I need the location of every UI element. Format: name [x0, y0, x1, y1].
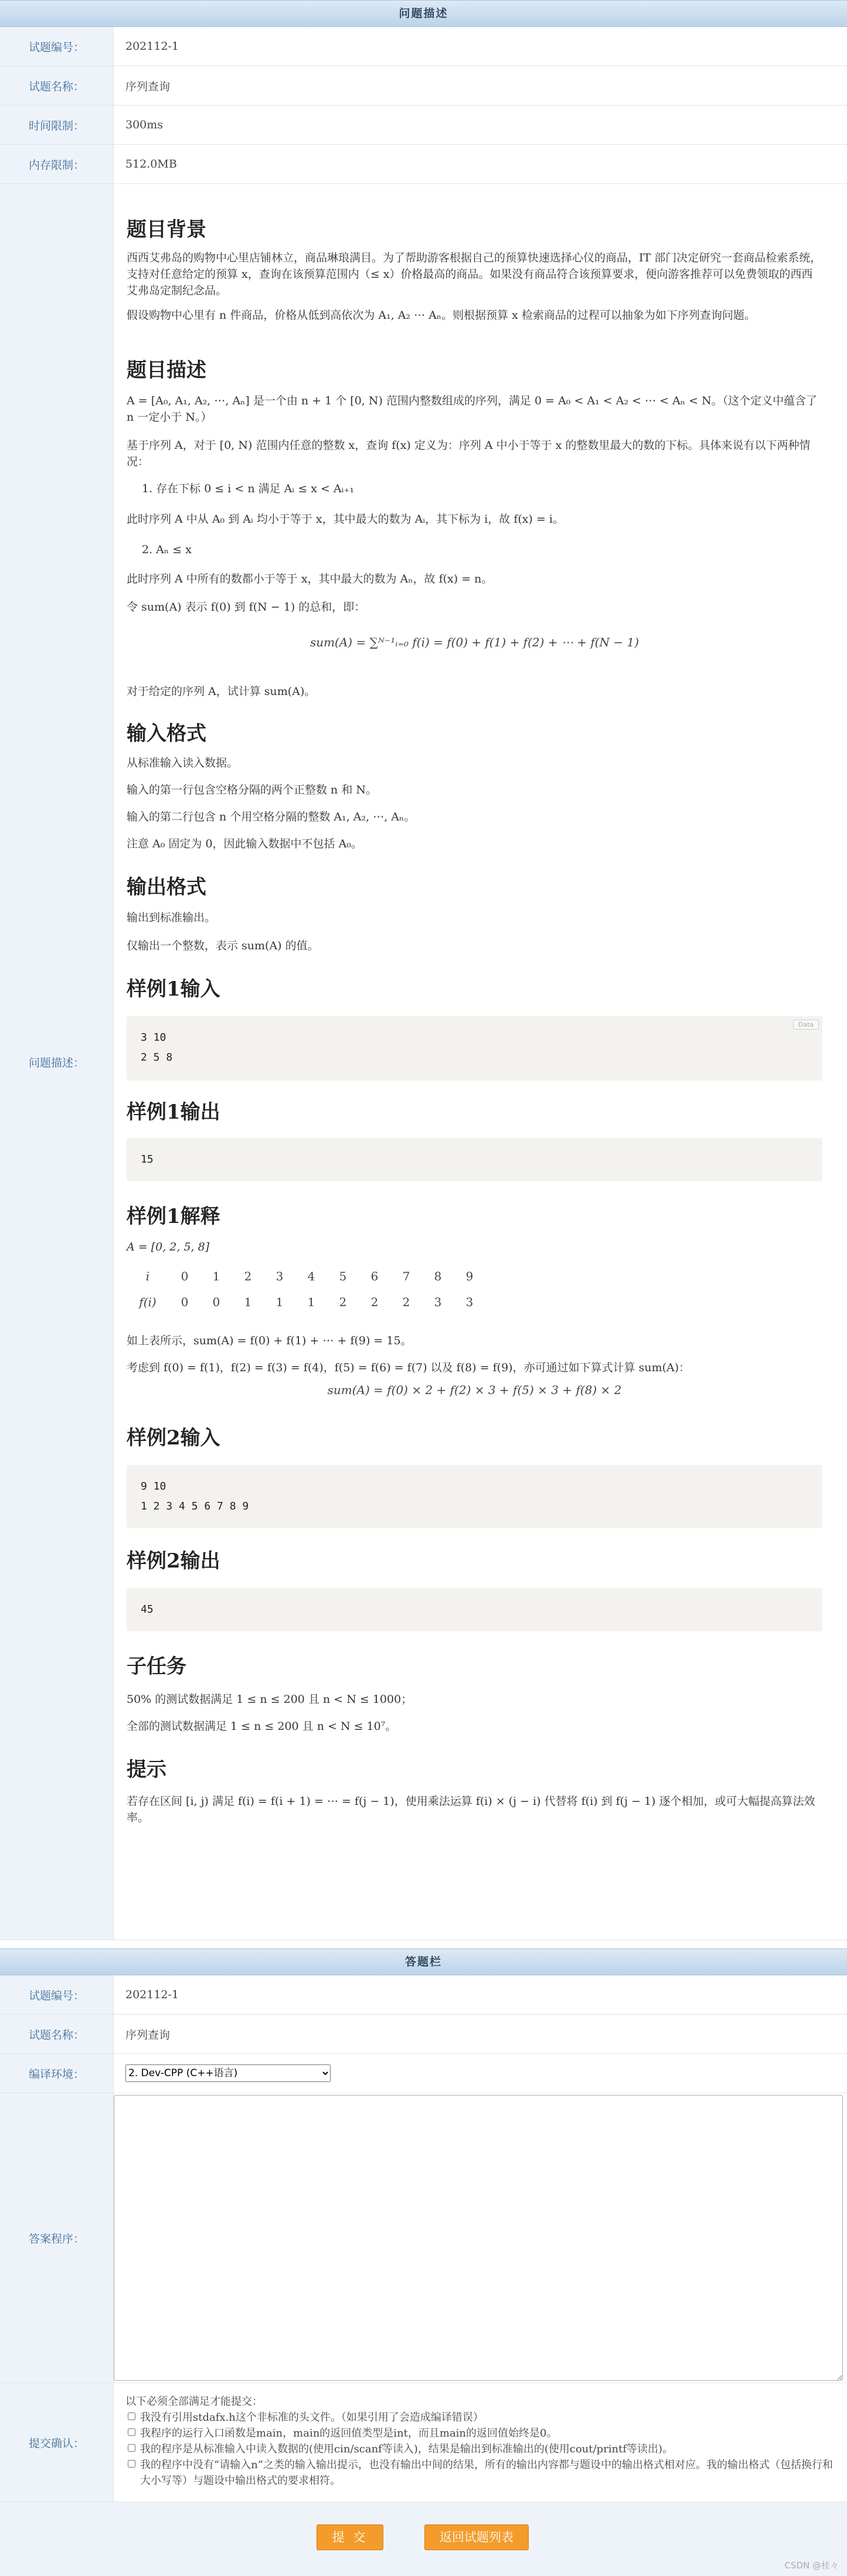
sample1-output-box: [127, 1138, 822, 1181]
table-cell: 3: [275, 1269, 284, 1283]
table-cell: 7: [402, 1269, 410, 1283]
spacer: [0, 1940, 847, 1948]
back-to-list-button[interactable]: 返回试题列表: [424, 2524, 529, 2550]
problem-description-label: 问题描述：: [0, 184, 114, 1940]
table-cell: 2: [339, 1295, 347, 1309]
code-row: [0, 2093, 847, 2383]
table-cell: 1: [244, 1295, 252, 1309]
sample2-output-box: [127, 1588, 822, 1631]
confirm-value: [114, 2383, 847, 2502]
confirm-label: 提交确认：: [0, 2383, 114, 2502]
sample1-input-line: 2 5 8: [141, 1051, 173, 1064]
output-line-2: 仅输出一个整数，表示 sum(A) 的值。: [127, 939, 319, 952]
table-cell: 2: [402, 1295, 410, 1309]
confirm-text-3: 我的程序是从标准输入中读入数据的(使用cin/scanf等读入)，结果是输出到标准输出的(使用cout/printf等读出)。: [140, 2443, 673, 2455]
memory-limit-row: [0, 145, 847, 184]
desc-case-1: 1. 存在下标 0 ≤ i < n 满足 Aᵢ ≤ x < Aᵢ₊₁: [142, 482, 355, 495]
problem-description-body: [114, 184, 847, 1940]
desc-paragraph-2: 基于序列 A，对于 [0, N) 范围内任意的整数 x，查询 f(x) 定义为：序列 A 中小于等于 x 的整数里最大的数的下标。具体来说有以下两种情况：: [127, 439, 811, 468]
answer-id-label: 试题编号：: [0, 1975, 114, 2014]
code-value: [114, 2093, 847, 2383]
confirm-text-1: 我没有引用stdafx.h这个非标准的头文件。（如果引用了会造成编译错误）: [140, 2411, 484, 2424]
heading-hint: 提示: [127, 1758, 166, 1781]
confirm-item: [125, 2425, 835, 2441]
table-cell: 9: [465, 1269, 474, 1283]
problem-name-label: 试题名称：: [0, 66, 114, 105]
time-limit-value: 300ms: [125, 118, 164, 131]
confirm-checkbox-1[interactable]: [128, 2413, 135, 2420]
confirm-text-4: 我的程序中没有“请输入n”之类的输入输出提示，也没有输出中间的结果，所有的输出内容都与题设中的输出格式相对应。我的输出格式（包括换行和大小写等）与题设中输出格式的要求相符。: [140, 2459, 833, 2487]
table-cell: 1: [212, 1269, 220, 1283]
problem-name-row: [0, 66, 847, 105]
sample1-input-line: 3 10: [141, 1031, 166, 1044]
explanation-line-3: 考虑到 f(0) = f(1)，f(2) = f(3) = f(4)，f(5) = f(6) = f(7) 以及 f(8) = f(9)，亦可通过如下算式计算 sum(A)：: [127, 1361, 690, 1374]
sample2-input-line: 9 10: [141, 1480, 166, 1493]
table-cell: 3: [465, 1295, 474, 1309]
table-cell: 2: [370, 1295, 379, 1309]
code-label: 答案程序：: [0, 2093, 114, 2383]
problem-section-header: 问题描述: [0, 0, 847, 27]
table-cell: 0: [212, 1295, 220, 1309]
confirm-row: [0, 2383, 847, 2502]
heading-sample1-input: 样例1输入: [127, 977, 220, 1001]
explanation-line-2: 如上表所示，sum(A) = f(0) + f(1) + ⋯ + f(9) = 15。: [127, 1334, 412, 1347]
problem-name-value: 序列查询: [125, 80, 171, 93]
subtask-line-1: 50% 的测试数据满足 1 ≤ n ≤ 200 且 n < N ≤ 1000；: [127, 1693, 413, 1706]
heading-sample2-input: 样例2输入: [127, 1426, 220, 1450]
table-cell: 0: [181, 1295, 189, 1309]
compiler-value: [114, 2054, 847, 2093]
table-cell: 5: [339, 1269, 347, 1283]
table-cell: i: [145, 1269, 150, 1283]
problem-content: [127, 184, 834, 1940]
sample2-input-line: 1 2 3 4 5 6 7 8 9: [141, 1500, 249, 1512]
compiler-label: 编译环境：: [0, 2054, 114, 2093]
heading-subtasks: 子任务: [127, 1655, 186, 1678]
compiler-row: [0, 2054, 847, 2093]
input-line-1: 从标准输入读入数据。: [127, 757, 239, 769]
table-cell: 1: [307, 1295, 315, 1309]
desc-paragraph-3: 此时序列 A 中从 A₀ 到 Aᵢ 均小于等于 x，其中最大的数为 Aᵢ，其下标为 i，故 f(x) = i。: [127, 513, 564, 526]
confirm-item: [125, 2457, 835, 2489]
table-cell: 0: [181, 1269, 189, 1283]
code-textarea[interactable]: [114, 2095, 843, 2381]
heading-description: 题目描述: [127, 359, 206, 382]
time-limit-label: 时间限制：: [0, 105, 114, 144]
heading-output-format: 输出格式: [127, 875, 206, 899]
copy-button[interactable]: Data: [793, 1020, 819, 1030]
table-cell: 8: [434, 1269, 442, 1283]
desc-paragraph-4: 此时序列 A 中所有的数都小于等于 x，其中最大的数为 Aₙ，故 f(x) = n。: [127, 573, 493, 585]
subtask-line-2: 全部的测试数据满足 1 ≤ n ≤ 200 且 n < N ≤ 10⁷。: [127, 1720, 397, 1733]
table-cell: 3: [434, 1295, 442, 1309]
sum-formula: sum(A) = ∑ᴺ⁻¹ᵢ₌₀ f(i) = f(0) + f(1) + f(2) + ⋯ + f(N − 1): [309, 635, 639, 649]
heading-sample1-output: 样例1输出: [127, 1100, 220, 1124]
confirm-checkbox-3[interactable]: [128, 2444, 135, 2452]
memory-limit-label: 内存限制：: [0, 145, 114, 183]
problem-description-row: [0, 184, 847, 1940]
explanation-sequence: A = [0, 2, 5, 8]: [127, 1241, 210, 1253]
input-line-4: 注意 A₀ 固定为 0，因此输入数据中不包括 A₀。: [127, 837, 362, 850]
heading-sample2-output: 样例2输出: [127, 1549, 220, 1573]
sample1-input-box: [127, 1016, 822, 1081]
heading-background: 题目背景: [127, 218, 206, 241]
submit-button[interactable]: 提 交: [317, 2524, 383, 2550]
answer-name-row: [0, 2015, 847, 2054]
desc-case-2: 2. Aₙ ≤ x: [142, 543, 192, 556]
watermark: CSDN @桂々: [784, 2560, 839, 2571]
table-cell: 6: [370, 1269, 379, 1283]
table-cell: 1: [275, 1295, 284, 1309]
table-cell: 2: [244, 1269, 252, 1283]
problem-id-label: 试题编号：: [0, 27, 114, 66]
explanation-formula: sum(A) = f(0) × 2 + f(2) × 3 + f(5) × 3 + f(8) × 2: [327, 1383, 622, 1397]
sample2-input-box: [127, 1465, 822, 1528]
table-row-f: [127, 1289, 485, 1315]
table-cell: f(i): [139, 1295, 157, 1309]
confirm-checkbox-4[interactable]: [128, 2460, 135, 2468]
answer-id-row: [0, 1975, 847, 2015]
output-line-1: 输出到标准输出。: [127, 911, 216, 924]
desc-paragraph-1: A = [A₀, A₁, A₂, ⋯, Aₙ] 是一个由 n + 1 个 [0, N) 范围内整数组成的序列，满足 0 = A₀ < A₁ < A₂ < ⋯ < Aₙ < N。（这个定义中蕴含了 n 一定小于 N。）: [127, 394, 818, 424]
hint-paragraph: 若存在区间 [i, j) 满足 f(i) = f(i + 1) = ⋯ = f(j − 1)，使用乘法运算 f(i) × (j − i) 代替将 f(i) 到 f(j − 1) 逐个相加，或可大幅提高算法效率。: [127, 1795, 815, 1824]
answer-name-value: 序列查询: [125, 2028, 171, 2042]
input-line-3: 输入的第二行包含 n 个用空格分隔的整数 A₁, A₂, ⋯, Aₙ。: [127, 810, 416, 823]
heading-sample1-explanation: 样例1解释: [127, 1205, 220, 1228]
answer-section-header: 答题栏: [0, 1948, 847, 1975]
confirm-intro: 以下必须全部满足才能提交：: [125, 2396, 263, 2408]
compiler-select[interactable]: [125, 2064, 331, 2082]
confirm-text-2: 我程序的运行入口函数是main，main的返回值类型是int，而且main的返回值始终是0。: [140, 2427, 557, 2439]
answer-name-label: 试题名称：: [0, 2015, 114, 2053]
background-paragraph-1: 西西艾弗岛的购物中心里店铺林立，商品琳琅满目。为了帮助游客根据自己的预算快速选择心仪的商品，IT 部门决定研究一套商品检索系统，支持对任意给定的预算 x，查询在该预算范围内（≤ x）价格最高的商品。如果没有商品符合该预算要求，便向游客推荐可以免费领取的西西艾弗岛定制纪念品。: [127, 251, 822, 297]
problem-id-row: [0, 27, 847, 66]
f-value-table: [127, 1263, 485, 1315]
memory-limit-value: 512.0MB: [125, 158, 177, 171]
background-paragraph-2: 假设购物中心里有 n 件商品，价格从低到高依次为 A₁, A₂ ⋯ Aₙ。则根据预算 x 检索商品的过程可以抽象为如下序列查询问题。: [127, 309, 756, 322]
confirm-checkbox-2[interactable]: [128, 2428, 135, 2436]
sample2-output-line: 45: [141, 1603, 154, 1616]
input-line-2: 输入的第一行包含空格分隔的两个正整数 n 和 N。: [127, 783, 377, 796]
time-limit-row: [0, 105, 847, 145]
table-cell: 4: [307, 1269, 315, 1283]
confirm-item: [125, 2410, 835, 2425]
desc-paragraph-5: 令 sum(A) 表示 f(0) 到 f(N − 1) 的总和，即：: [127, 601, 366, 614]
footer: [0, 2502, 847, 2576]
confirm-item: [125, 2441, 835, 2457]
problem-id-value: 202112-1: [125, 40, 179, 53]
sample1-output-line: 15: [141, 1153, 154, 1166]
table-row-i: [127, 1263, 485, 1289]
answer-id-value: 202112-1: [125, 1988, 179, 2001]
desc-paragraph-6: 对于给定的序列 A，试计算 sum(A)。: [127, 685, 316, 698]
heading-input-format: 输入格式: [127, 722, 206, 745]
